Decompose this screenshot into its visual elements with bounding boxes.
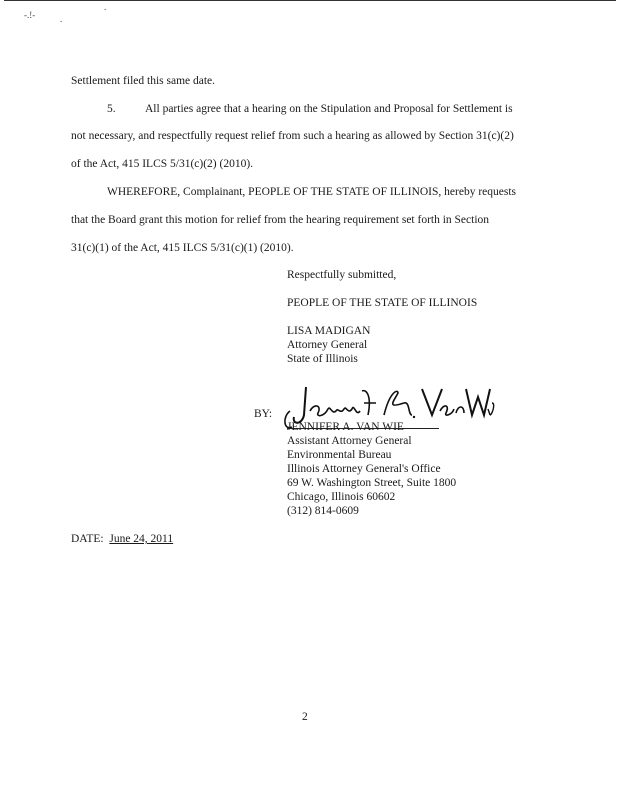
signer-name: JENNIFER A. VAN WIE bbox=[287, 421, 404, 433]
signature-text: Jennifer A. Van Wie bbox=[280, 381, 289, 382]
page-number: 2 bbox=[302, 711, 308, 723]
item-number: 5. bbox=[107, 103, 116, 115]
wherefore-line: 31(c)(1) of the Act, 415 ILCS 5/31(c)(1) (2010). bbox=[71, 242, 294, 254]
date-line bbox=[71, 532, 173, 546]
ag-title: Attorney General bbox=[287, 339, 368, 351]
item5-line: All parties agree that a hearing on the Stipulation and Proposal for Settlement is bbox=[145, 103, 513, 115]
wherefore-line: WHEREFORE, Complainant, PEOPLE OF THE STATE OF ILLINOIS, hereby requests bbox=[107, 186, 516, 198]
item5-line: of the Act, 415 ILCS 5/31(c)(2) (2010). bbox=[71, 158, 254, 170]
signer-block bbox=[287, 420, 456, 518]
scan-dot: . bbox=[60, 14, 63, 24]
attorney-general-block bbox=[287, 324, 370, 366]
date-value: June 24, 2011 bbox=[109, 533, 174, 545]
item5-line: not necessary, and respectfully request relief from such a hearing as allowed by Section 31(c)(2) bbox=[71, 130, 514, 142]
top-border-line bbox=[4, 0, 616, 1]
signer-city: Chicago, Illinois 60602 bbox=[287, 491, 396, 503]
ag-name: LISA MADIGAN bbox=[287, 325, 371, 337]
party-name: PEOPLE OF THE STATE OF ILLINOIS bbox=[287, 297, 478, 309]
signer-office: Illinois Attorney General's Office bbox=[287, 463, 441, 475]
signer-bureau: Environmental Bureau bbox=[287, 449, 392, 461]
wherefore-line: that the Board grant this motion for relief from the hearing requirement set forth in Section bbox=[71, 214, 490, 226]
scan-mark: -.!- bbox=[24, 10, 36, 20]
paragraph-continuation: Settlement filed this same date. bbox=[71, 75, 216, 87]
by-label: BY: bbox=[254, 408, 273, 420]
date-label: DATE: bbox=[71, 533, 104, 545]
ag-state: State of Illinois bbox=[287, 353, 358, 365]
scan-dot: . bbox=[104, 2, 107, 12]
signer-phone: (312) 814-0609 bbox=[287, 505, 359, 517]
closing: Respectfully submitted, bbox=[287, 269, 397, 281]
signer-title: Assistant Attorney General bbox=[287, 435, 412, 447]
signer-address: 69 W. Washington Street, Suite 1800 bbox=[287, 477, 457, 489]
